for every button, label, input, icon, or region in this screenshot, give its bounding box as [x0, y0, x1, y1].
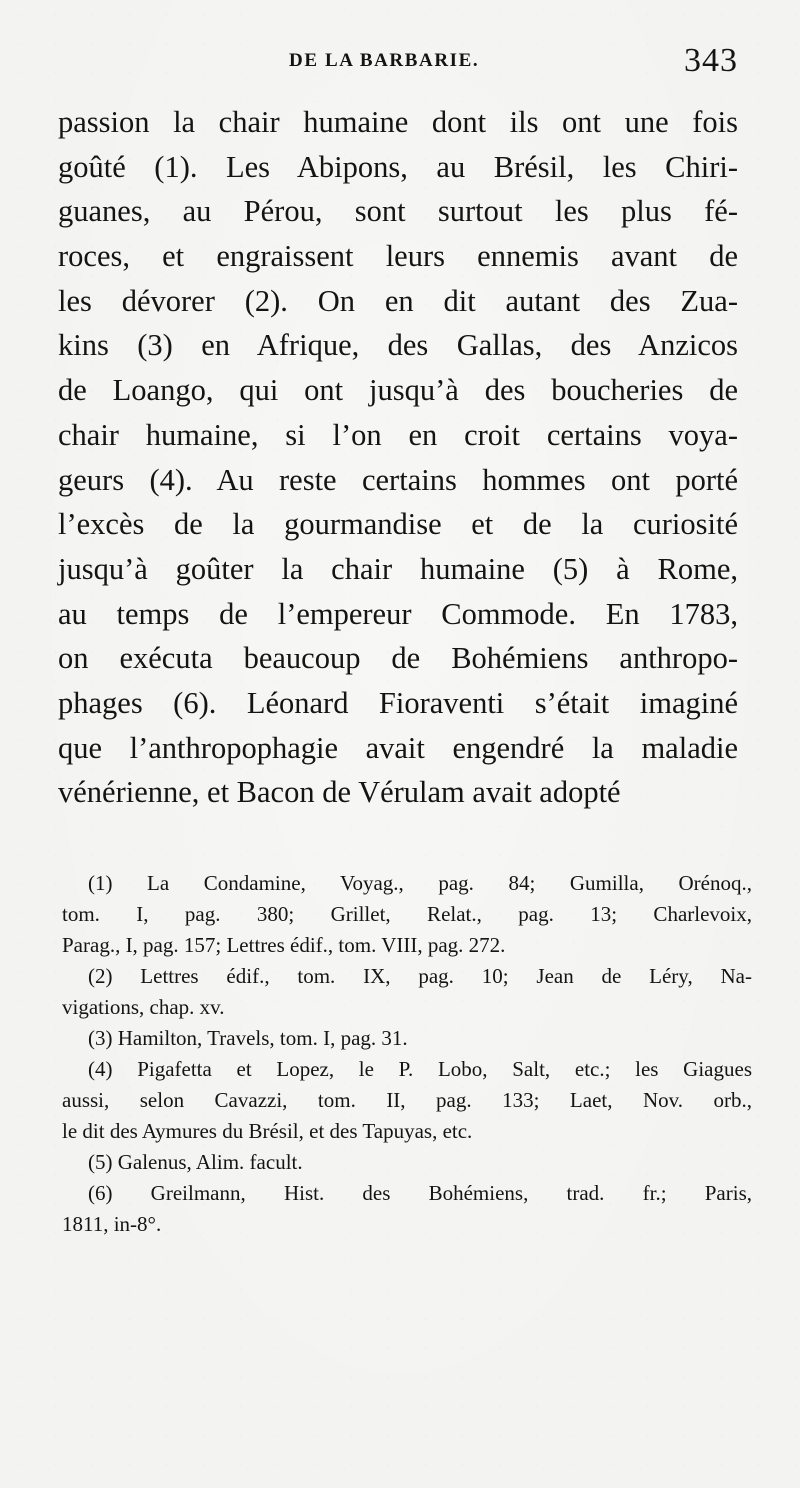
body-line: vénérienne, et Bacon de Vérulam avait adopté	[58, 775, 621, 810]
body-line: on exécuta beaucoup de Bohémiens anthropo-	[58, 641, 738, 676]
body-line: l’excès de la gourmandise et de la curiosité	[58, 507, 738, 542]
main-text-block	[58, 100, 738, 815]
footnote-line: Parag., I, pag. 157; Lettres édif., tom. VIII, pag. 272.	[62, 933, 506, 957]
footnote-line: 1811, in-8°.	[62, 1212, 162, 1236]
body-line: au temps de l’empereur Commode. En 1783,	[58, 596, 738, 631]
body-line: passion la chair humaine dont ils ont une fois	[58, 105, 738, 139]
body-line: chair humaine, si l’on en croit certains voya-	[58, 417, 738, 452]
footnote-line: (3) Hamilton, Travels, tom. I, pag. 31.	[88, 1026, 408, 1050]
body-line: phages (6). Léonard Fioraventi s’était imaginé	[58, 685, 738, 720]
body-line: jusqu’à goûter la chair humaine (5) à Rome,	[58, 551, 738, 586]
running-head	[0, 42, 800, 82]
footnote-line: (4) Pigafetta et Lopez, le P. Lobo, Salt, etc.; les Giagues	[88, 1057, 752, 1081]
footnote-line: tom. I, pag. 380; Grillet, Relat., pag. 13; Charlevoix,	[62, 902, 752, 926]
body-line: goûté (1). Les Abipons, au Brésil, les Chiri-	[58, 149, 738, 184]
body-line: geurs (4). Au reste certains hommes ont porté	[58, 462, 738, 497]
footnote-line: vigations, chap. xv.	[62, 995, 225, 1019]
body-line: les dévorer (2). On en dit autant des Zua-	[58, 283, 738, 318]
footnote-line: (1) La Condamine, Voyag., pag. 84; Gumilla, Orénoq.,	[88, 871, 752, 895]
body-line: guanes, au Pérou, sont surtout les plus fé-	[58, 194, 738, 229]
footnote-line: le dit des Aymures du Brésil, et des Tapuyas, etc.	[62, 1119, 473, 1143]
body-line: que l’anthropophagie avait engendré la maladie	[58, 730, 738, 765]
footnote-line: (6) Greilmann, Hist. des Bohémiens, trad. fr.; Paris,	[88, 1181, 752, 1205]
body-line: de Loango, qui ont jusqu’à des boucheries de	[58, 373, 738, 408]
body-line: kins (3) en Afrique, des Gallas, des Anzicos	[58, 328, 738, 363]
footnote-line: (2) Lettres édif., tom. IX, pag. 10; Jean de Léry, Na-	[88, 964, 752, 988]
footnote-line: aussi, selon Cavazzi, tom. II, pag. 133; Laet, Nov. orb.,	[62, 1088, 752, 1112]
page-number: 343	[684, 42, 738, 79]
footnote-line: (5) Galenus, Alim. facult.	[88, 1150, 303, 1174]
running-title: DE LA BARBARIE.	[289, 50, 480, 71]
footnotes-block	[62, 868, 752, 1240]
body-line: roces, et engraissent leurs ennemis avant de	[58, 239, 738, 274]
